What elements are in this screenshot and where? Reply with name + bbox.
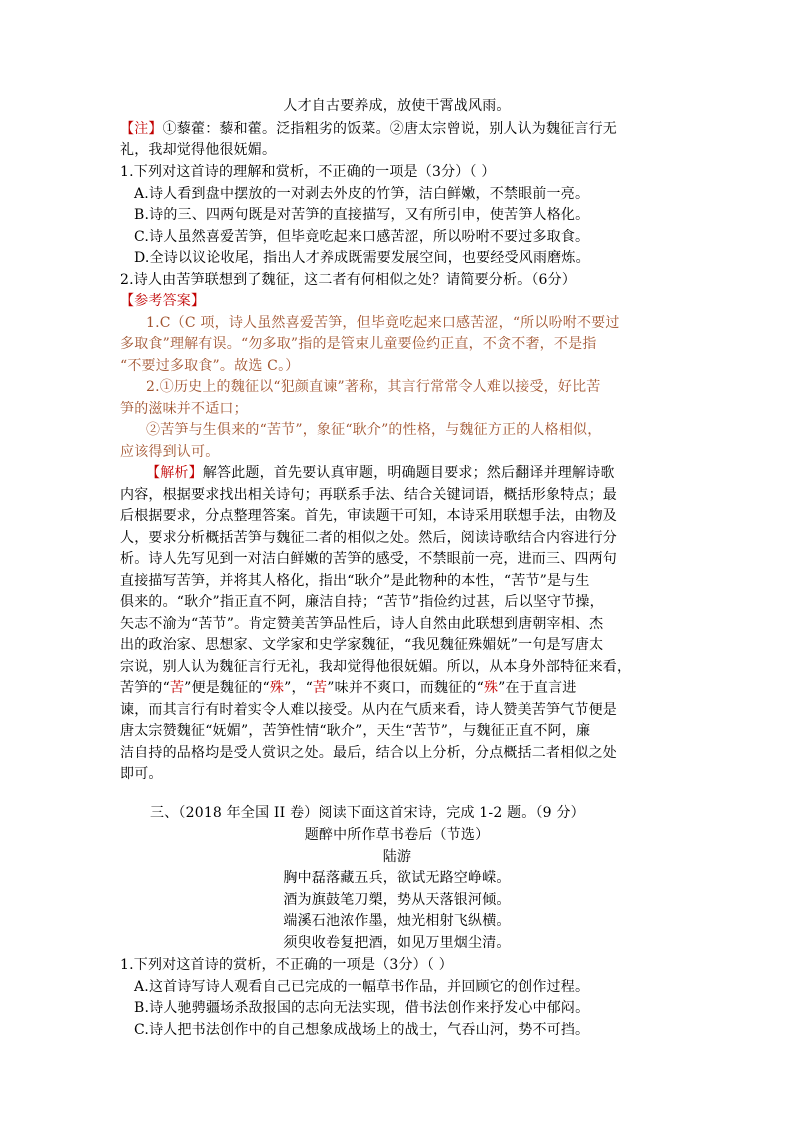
note-line-2: 礼，我却觉得他很妩媚。 [120,142,277,158]
analysis-text-1: 解答此题，首先要认真审题，明确题目要求；然后翻译并理解诗歌 [202,465,615,481]
answer2-line-3: ②苦笋与生俱来的“苦节”，象征“耿介”的性格，与魏征方正的人格相似， [146,422,602,438]
s3-q1-stem: 1.下列对这首诗的赏析，不正确的一项是（3分）（ ） [120,957,453,973]
analysis-text-11a: 苦笋的“ [120,680,170,696]
poem-last-line: 人才自古要养成，放使干霄战风雨。 [283,98,511,114]
poem-author: 陆游 [382,849,412,865]
analysis-line-3: 后根据要求，分点整理答案。首先，审读题干可知，本诗采用联想手法，由物及 [120,508,617,524]
analysis-highlight-ku-1: 苦 [169,680,185,696]
analysis-highlight-shu-2: 殊 [483,680,499,696]
analysis-line-7: 俱来的。“耿介”指正直不阿，廉洁自持；“苦节”指俭约过甚，后以坚守节操， [120,594,604,610]
answer2-line-4: 应该得到认可。 [120,444,220,460]
analysis-line-8: 矢志不渝为“苦节”。肯定赞美苦笋品性后，诗人自然由此联想到唐朝宰相、杰 [120,616,604,632]
analysis-text-11c: ”便是魏征的“ [184,680,270,696]
analysis-text-11g: ”味并不爽口，而魏征的“ [327,680,484,696]
answer2-line-2: 笋的滋味并不适口； [120,401,248,417]
note-label: 【注】 [120,121,163,137]
q2-stem: 2.诗人由苦笋联想到了魏征，这二者有何相似之处？请简要分析。（6分） [120,272,577,288]
answer1-line-1: 1.C（C 项，诗人虽然喜爱苦笋，但毕竟吃起来口感苦涩，“所以吩咐不要过 [146,315,620,331]
note-line-1 [120,119,617,140]
poem-line-1: 胸中磊落藏五兵，欲试无路空峥嵘。 [283,870,511,886]
analysis-line-11 [120,678,577,699]
analysis-line-5: 析。诗人先写见到一对洁白鲜嫩的苦笋的感受，不禁眼前一亮，进而三、四两句 [120,551,617,567]
poem-title: 题醉中所作草书卷后（节选） [304,827,490,843]
q1-option-c: C.诗人虽然喜爱苦笋，但毕竟吃起来口感苦涩，所以吩咐不要过多取食。 [134,229,590,245]
section3-heading: 三、（2018 年全国 II 卷）阅读下面这首宋诗，完成 1-2 题。（9 分） [150,805,585,821]
answer1-line-2: 多取食”理解有误。“勿多取”指的是管束儿童要俭约正直，不贪不奢，不是指 [120,336,597,352]
answer-heading: 【参考答案】 [120,293,206,309]
analysis-line-15: 即可。 [120,766,163,782]
answer2-line-1: 2.①历史上的魏征以“犯颜直谏”著称，其言行常常令人难以接受，好比苦 [146,379,601,395]
note-text-1: ①藜藿：藜和藿。泛指粗劣的饭菜。②唐太宗曾说，别人认为魏征言行无 [162,121,618,137]
q1-option-a: A.诗人看到盘中摆放的一对剥去外皮的竹笋，洁白鲜嫩，不禁眼前一亮。 [134,186,590,202]
analysis-line-4: 人，要求分析概括苦笋与魏征二者的相似之处。然后，阅读诗歌结合内容进行分 [120,530,617,546]
analysis-line-1 [146,463,615,484]
analysis-line-6: 直接描写苦笋，并将其人格化，指出“耿介”是此物种的本性，“苦节”是与生 [120,573,590,589]
s3-q1-option-b: B.诗人驰骋疆场杀敌报国的志向无法实现，借书法创作来抒发心中郁闷。 [134,1000,590,1016]
poem-line-3: 端溪石池浓作墨，烛光相射飞纵横。 [283,913,511,929]
analysis-text-11i: ”在于直言进 [498,680,577,696]
s3-q1-option-c: C.诗人把书法创作中的自己想象成战场上的战士，气吞山河，势不可挡。 [134,1022,590,1038]
analysis-line-13: 唐太宗赞魏征“妩媚”，苦笋性情“耿介”，天生“苦节”，与魏征正直不阿，廉 [120,723,591,739]
analysis-line-10: 宗说，别人认为魏征言行无礼，我却觉得他很妩媚。所以，从本身外部特征来看， [120,659,632,675]
analysis-highlight-shu-1: 殊 [269,680,285,696]
q1-option-d: D.全诗以议论收尾，指出人才养成既需要发展空间，也要经受风雨磨炼。 [134,250,590,266]
analysis-text-11e: ”，“ [284,680,314,696]
analysis-line-14: 洁自持的品格均是受人赏识之处。最后，结合以上分析，分点概括二者相似之处 [120,745,617,761]
analysis-line-12: 谏，而其言行有时着实令人难以接受。从内在气质来看，诗人赞美苦笋气节便是 [120,702,617,718]
analysis-highlight-ku-2: 苦 [313,680,328,696]
analysis-line-2: 内容，根据要求找出相关诗句；再联系手法、结合关键词语，概括形象特点；最 [120,487,617,503]
poem-line-4: 须臾收卷复把酒，如见万里烟尘清。 [283,935,511,951]
s3-q1-option-a: A.这首诗写诗人观看自己已完成的一幅草书作品，并回顾它的创作过程。 [134,979,590,995]
q1-stem: 1.下列对这首诗的理解和赏析，不正确的一项是（3分）（ ） [120,164,496,180]
answer1-line-3: “不要过多取食”。故选 C。） [120,358,300,374]
poem-line-2: 酒为旗鼓笔刀槊，势从天落银河倾。 [283,892,511,908]
analysis-label: 【解析】 [146,465,203,481]
analysis-line-9: 出的政治家、思想家、文学家和史学家魏征，“我见魏征殊媚妩”一句是写唐太 [120,637,604,653]
q1-option-b: B.诗的三、四两句既是对苦笋的直接描写，又有所引申，使苦笋人格化。 [134,207,590,223]
